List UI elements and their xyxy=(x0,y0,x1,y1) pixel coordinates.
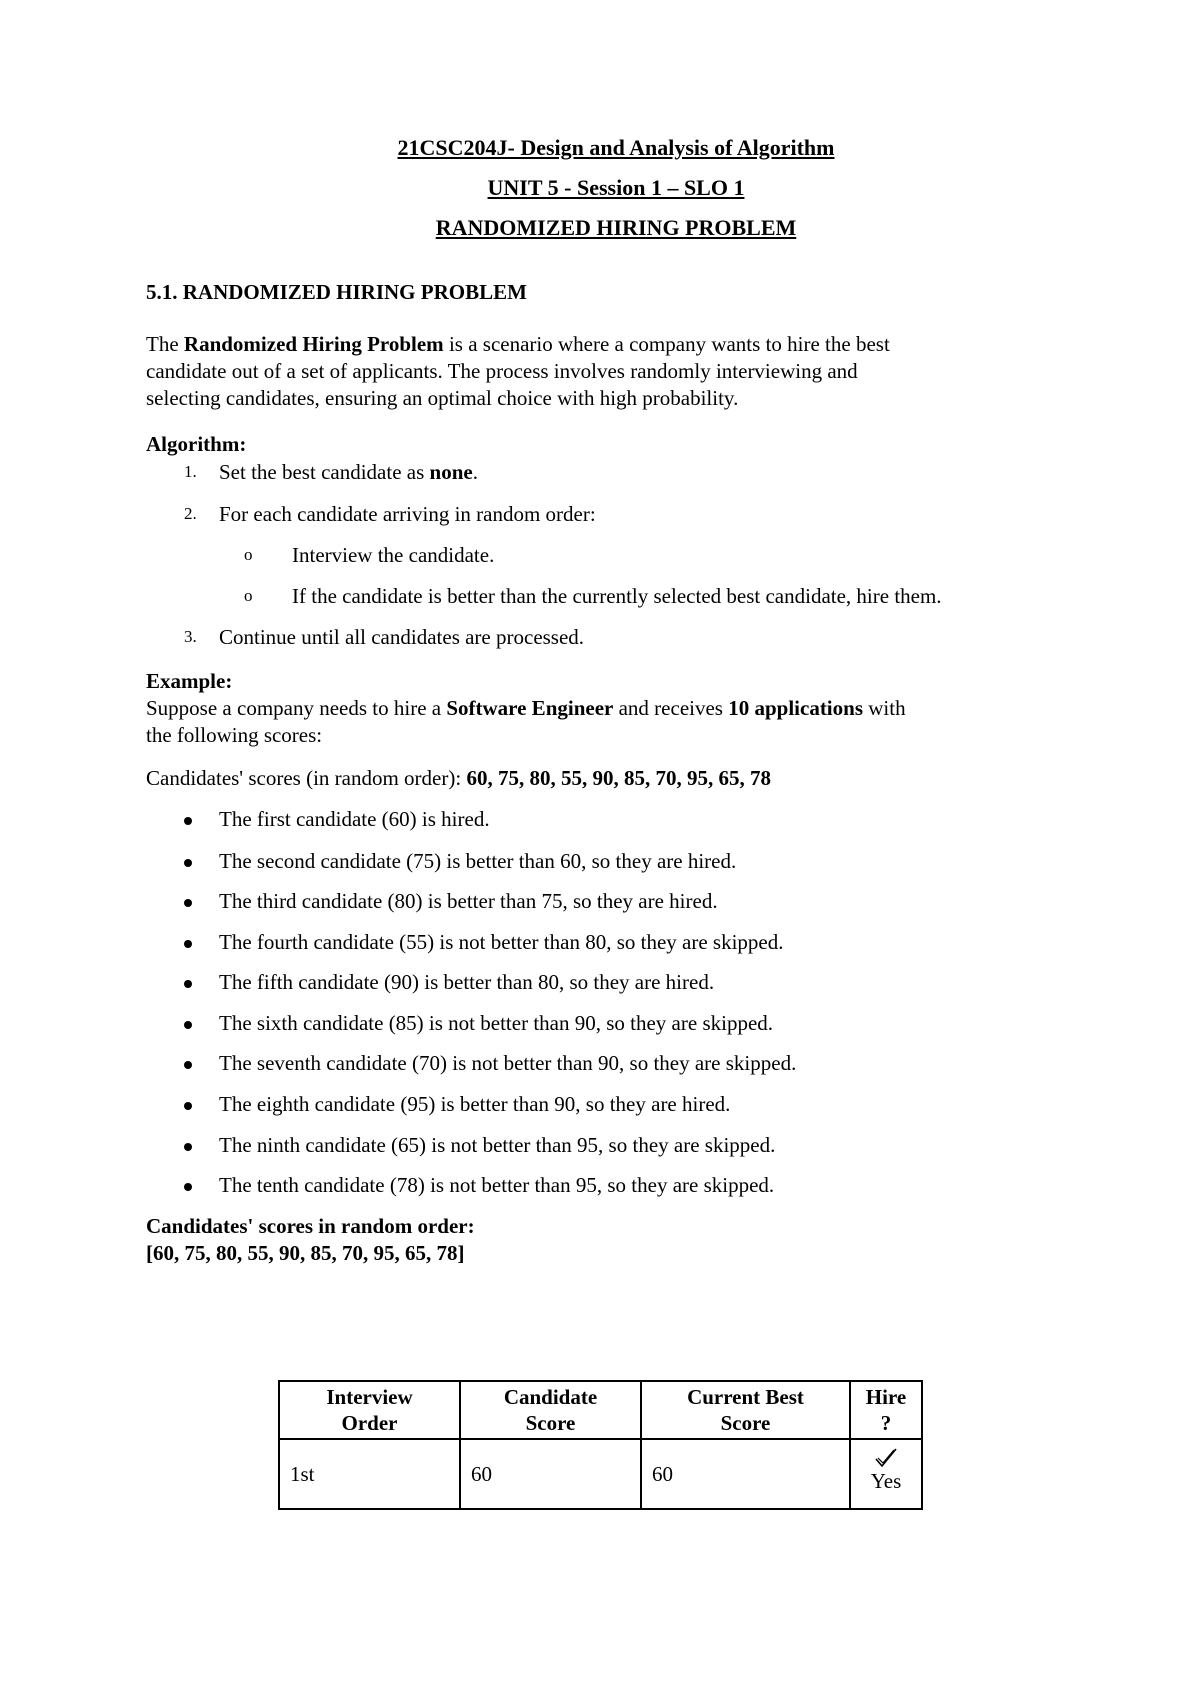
bullet-dot xyxy=(184,1102,192,1110)
bullet-text: The second candidate (75) is better than 60, so they are hired. xyxy=(219,849,737,873)
step-1-label: Set the best candidate as xyxy=(219,460,430,484)
table-header-row xyxy=(279,1381,922,1439)
bullet-dot xyxy=(184,1061,192,1069)
step-1-bold: none xyxy=(429,460,473,484)
bullet-text: The fifth candidate (90) is better than 80, so they are hired. xyxy=(219,970,715,994)
bullet-dot xyxy=(184,859,192,867)
summary-list: [60, 75, 80, 55, 90, 85, 70, 95, 65, 78] xyxy=(146,1241,465,1265)
summary-heading: Candidates' scores in random order: xyxy=(146,1214,475,1238)
session-title: UNIT 5 - Session 1 – SLO 1 xyxy=(487,175,745,200)
intro-line-2: candidate out of a set of applicants. The process involves randomly interviewing and xyxy=(146,359,858,383)
bullet-dot xyxy=(184,1183,192,1191)
col-header-line: Score xyxy=(525,1411,576,1435)
example-role: Software Engineer xyxy=(446,696,614,720)
scores-label: Candidates' scores (in random order): xyxy=(146,766,467,790)
bullet-text: The ninth candidate (65) is not better than 95, so they are skipped. xyxy=(219,1133,776,1157)
hire-value: Yes xyxy=(870,1469,902,1493)
intro-line-3: selecting candidates, ensuring an optimal choice with high probability. xyxy=(146,386,739,410)
hiring-table xyxy=(278,1380,923,1510)
section-heading: 5.1. RANDOMIZED HIRING PROBLEM xyxy=(146,280,527,304)
col-header-line: Hire xyxy=(865,1385,907,1409)
bullet-dot xyxy=(184,1021,192,1029)
step-3-number: 3. xyxy=(184,627,197,646)
course-title: 21CSC204J- Design and Analysis of Algorithm xyxy=(397,135,835,160)
col-header-interview-order xyxy=(279,1381,460,1439)
sub-step-1-text: Interview the candidate. xyxy=(292,543,495,567)
bullet-dot xyxy=(184,1143,192,1151)
example-line-2: the following scores: xyxy=(146,723,323,747)
example-heading: Example: xyxy=(146,669,233,693)
col-header-line: ? xyxy=(880,1411,892,1435)
bullet-dot xyxy=(184,899,192,907)
bullet-text: The eighth candidate (95) is better than 90, so they are hired. xyxy=(219,1092,731,1116)
cell-score: 60 xyxy=(460,1439,641,1509)
algorithm-heading: Algorithm: xyxy=(146,432,247,456)
topic-title: RANDOMIZED HIRING PROBLEM xyxy=(435,215,797,240)
col-header-current-best-score xyxy=(641,1381,850,1439)
bullet-dot xyxy=(184,980,192,988)
step-1-number: 1. xyxy=(184,462,197,481)
intro-prefix: The xyxy=(146,332,184,356)
example-line-1-a: Suppose a company needs to hire a xyxy=(146,696,447,720)
step-1-end: . xyxy=(472,460,478,484)
example-application-count: 10 applications xyxy=(728,696,863,720)
step-2-text: For each candidate arriving in random order: xyxy=(219,502,596,526)
bullet-text: The tenth candidate (78) is not better than 95, so they are skipped. xyxy=(219,1173,775,1197)
example-line-1-e: with xyxy=(863,696,906,720)
scores-values: 60, 75, 80, 55, 90, 85, 70, 95, 65, 78 xyxy=(466,766,771,790)
sub-bullet-2-marker: o xyxy=(244,586,253,605)
col-header-line: Candidate xyxy=(503,1385,598,1409)
checkmark-icon xyxy=(861,1446,911,1470)
col-header-hire xyxy=(850,1381,922,1439)
cell-hire xyxy=(850,1439,922,1509)
sub-step-2-text: If the candidate is better than the currently selected best candidate, hire them. xyxy=(292,584,942,608)
bullet-text: The third candidate (80) is better than 75, so they are hired. xyxy=(219,889,718,913)
col-header-line: Current Best xyxy=(687,1385,804,1409)
col-header-line: Interview xyxy=(326,1385,413,1409)
bullet-text: The seventh candidate (70) is not better than 90, so they are skipped. xyxy=(219,1051,797,1075)
table-row xyxy=(279,1439,922,1509)
bullet-text: The sixth candidate (85) is not better than 90, so they are skipped. xyxy=(219,1011,774,1035)
col-header-line: Order xyxy=(341,1411,398,1435)
col-header-line: Score xyxy=(720,1411,771,1435)
bullet-dot xyxy=(184,940,192,948)
bullet-text: The first candidate (60) is hired. xyxy=(219,807,490,831)
intro-line-1 xyxy=(146,330,890,358)
bullet-text: The fourth candidate (55) is not better than 80, so they are skipped. xyxy=(219,930,784,954)
cell-best: 60 xyxy=(641,1439,850,1509)
intro-line-1-rest: is a scenario where a company wants to hire the best xyxy=(443,332,890,356)
step-2-number: 2. xyxy=(184,504,197,523)
sub-bullet-1-marker: o xyxy=(244,545,253,564)
col-header-candidate-score xyxy=(460,1381,641,1439)
scores-line xyxy=(146,764,771,792)
step-3-text: Continue until all candidates are processed. xyxy=(219,625,585,649)
cell-order: 1st xyxy=(279,1439,460,1509)
step-1-text xyxy=(219,458,478,486)
bullet-dot xyxy=(184,817,192,825)
example-line-1-c: and receives xyxy=(613,696,729,720)
intro-term: Randomized Hiring Problem xyxy=(183,332,444,356)
example-line-1 xyxy=(146,694,906,722)
